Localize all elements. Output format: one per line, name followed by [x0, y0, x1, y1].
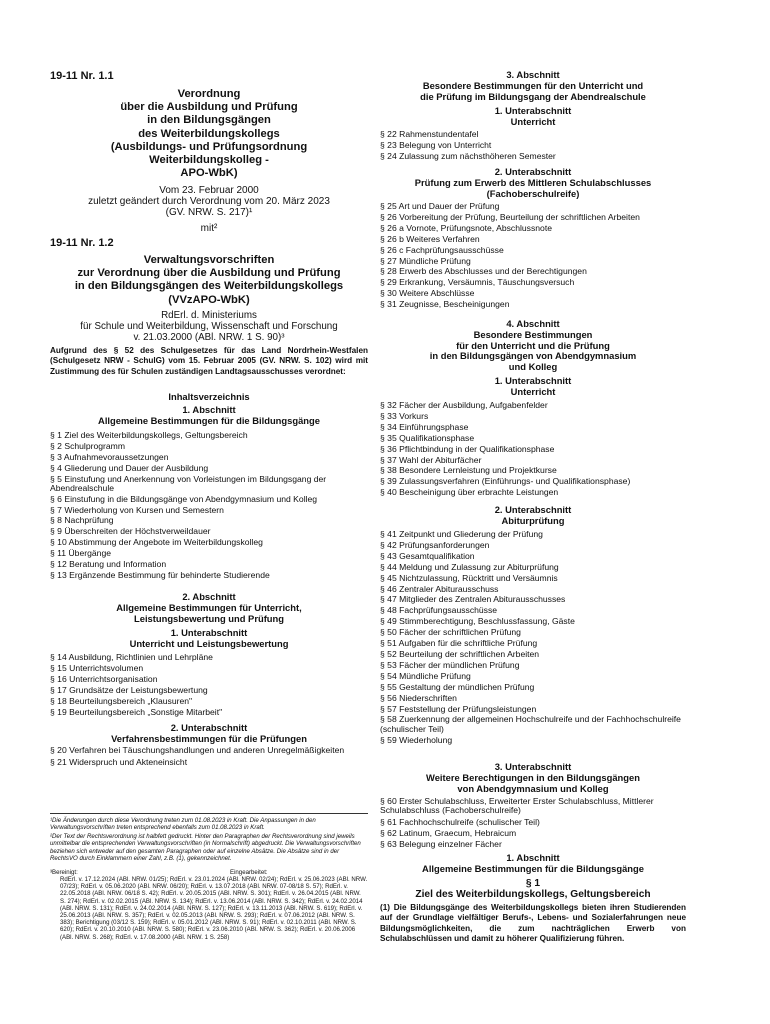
r-subsection-3-heading — [380, 376, 686, 398]
heading-line: Verfahrensbestimmungen für die Prüfungen — [111, 732, 307, 744]
heading-line: in den Bildungsgängen von Abendgymnasium — [429, 350, 637, 362]
paragraph-1-text: (1) Die Bildungsgänge des Weiterbildungskollegs bieten ihren Studierenden auf der Grundlage vielfältiger Berufs-, Lebens- und Sozialerfahrungen neue Bildungsmöglichkeiten, die zum nachträglichen Erwerb von Schulabschlüssen und damit zu höherer Qualifizierung führen. — [380, 903, 686, 944]
doc-number-2: 19-11 Nr. 1.2 — [50, 237, 114, 249]
title-line: des Weiterbildungskollegs — [138, 127, 280, 140]
subsection-2-heading — [50, 723, 368, 745]
heading-line: § 1 — [525, 878, 541, 889]
toc-item[interactable]: § 7 Wiederholung von Kursen und Semestern — [50, 504, 224, 515]
title-line: zur Verordnung über die Ausbildung und Prüfung — [77, 267, 341, 280]
r-subsection-1-heading — [380, 106, 686, 128]
date-line: zuletzt geändert durch Verordnung vom 20. März 2023 — [88, 196, 330, 208]
r-subsection-2-heading — [380, 167, 686, 199]
toc-item[interactable]: § 32 Fächer der Ausbildung, Aufgabenfelder — [380, 400, 548, 410]
toc-item[interactable]: § 23 Belegung von Unterricht — [380, 139, 492, 150]
title-line: Verwaltungsvorschriften — [143, 254, 275, 266]
toc-item[interactable]: § 26 a Vornote, Prüfungsnote, Abschlussnote — [380, 222, 552, 233]
rderl-line: für Schule und Weiterbildung, Wissenschaft und Forschung — [80, 321, 338, 333]
toc-title: Inhaltsverzeichnis — [168, 391, 250, 402]
toc-item[interactable]: § 44 Meldung und Zulassung zur Abiturprüfung — [380, 561, 559, 572]
toc-item[interactable]: § 51 Aufgaben für die schriftliche Prüfung — [380, 638, 538, 649]
date-line: (GV. NRW. S. 217)¹ — [165, 207, 253, 219]
heading-line: die Prüfung im Bildungsgang der Abendrealschule — [420, 90, 646, 102]
footnote-label: Eingearbeitet: — [230, 869, 268, 876]
rderl-block — [50, 310, 368, 344]
section-1-heading — [50, 405, 368, 427]
date-line: Vom 23. Februar 2000 — [159, 185, 259, 196]
toc-item[interactable]: § 58 Zuerkennung der allgemeinen Hochschulreife und der Fachhochschulreife (schulischer Teil) — [380, 714, 681, 734]
section-1b-heading — [380, 853, 686, 875]
toc-item[interactable]: § 60 Erster Schulabschluss, Erweiterter Erster Schulabschluss, Mittlerer Schulabschluss (Fachoberschulreife) — [380, 796, 654, 816]
toc-item[interactable]: § 41 Zeitpunkt und Gliederung der Prüfung — [380, 529, 543, 539]
toc-item[interactable]: § 50 Fächer der schriftlichen Prüfung — [380, 627, 521, 638]
heading-line: von Abendgymnasium und Kolleg — [457, 782, 609, 794]
toc-item[interactable]: § 48 Fachprüfungsausschüsse — [380, 605, 498, 616]
toc-item[interactable]: § 63 Belegung einzelner Fächer — [380, 838, 502, 849]
toc-item[interactable]: § 14 Ausbildung, Richtlinien und Lehrpläne — [50, 652, 213, 662]
toc-item[interactable]: § 46 Zentraler Abiturausschuss — [380, 583, 499, 594]
heading-line: 1. Unterabschnitt — [170, 627, 248, 638]
toc-item[interactable]: § 20 Verfahren bei Täuschungshandlungen und anderen Unregelmäßigkeiten — [50, 745, 345, 755]
title-line: APO-WbK) — [180, 167, 238, 180]
toc-item[interactable]: § 6 Einstufung in die Bildungsgänge von Abendgymnasium und Kolleg — [50, 493, 318, 504]
title-line: Weiterbildungskolleg - — [149, 154, 269, 167]
toc-item[interactable]: § 42 Prüfungsanforderungen — [380, 539, 490, 550]
toc-item[interactable]: § 11 Übergänge — [50, 548, 111, 559]
toc-item[interactable]: § 25 Art und Dauer der Prüfung — [380, 201, 500, 211]
toc-item[interactable]: § 31 Zeugnisse, Bescheinigungen — [380, 299, 510, 310]
toc-item[interactable]: § 47 Mitglieder des Zentralen Abiturausschusses — [380, 594, 566, 605]
heading-line: 1. Unterabschnitt — [494, 375, 572, 386]
title-line: in den Bildungsgängen — [147, 114, 271, 127]
toc-item[interactable]: § 34 Einführungsphase — [380, 421, 469, 432]
toc-item[interactable]: § 36 Pflichtbindung in der Qualifikationsphase — [380, 443, 555, 454]
toc-item[interactable]: § 33 Vorkurs — [380, 410, 429, 421]
footnote-rule — [50, 813, 368, 814]
toc-item[interactable]: § 57 Feststellung der Prüfungsleistungen — [380, 703, 537, 714]
section-3-heading — [380, 70, 686, 102]
subsection-1-heading — [50, 628, 368, 650]
toc-item[interactable]: § 53 Fächer der mündlichen Prüfung — [380, 659, 520, 670]
toc-item[interactable]: § 28 Erwerb des Abschlusses und der Berechtigungen — [380, 266, 587, 277]
toc-item[interactable]: § 40 Bescheinigung über erbrachte Leistungen — [380, 487, 559, 498]
toc-item[interactable]: § 37 Wahl der Abiturfächer — [380, 454, 482, 465]
heading-line: und Kolleg — [508, 361, 558, 373]
heading-line: für den Unterricht und die Prüfung — [456, 339, 610, 351]
toc-item[interactable]: § 56 Niederschriften — [380, 692, 457, 703]
heading-line: Besondere Bestimmungen — [473, 328, 593, 340]
toc-item[interactable]: § 54 Mündliche Prüfung — [380, 670, 471, 681]
heading-line: Allgemeine Bestimmungen für Unterricht, — [116, 601, 302, 613]
heading-line: (Fachoberschulreife) — [486, 187, 580, 199]
doc-number-1: 19-11 Nr. 1.1 — [50, 70, 114, 82]
toc-item[interactable]: § 21 Widerspruch und Akteneinsicht — [50, 757, 188, 768]
toc-list-r2 — [380, 201, 686, 310]
heading-line: 3. Unterabschnitt — [494, 761, 572, 772]
heading-line: 1. Abschnitt — [506, 852, 560, 863]
toc-item[interactable]: § 19 Beurteilungsbereich „Sonstige Mitarbeit" — [50, 706, 223, 717]
heading-line: 4. Abschnitt — [506, 318, 560, 329]
toc-item[interactable]: § 18 Beurteilungsbereich „Klausuren" — [50, 695, 193, 706]
toc-item[interactable]: § 30 Weitere Abschlüsse — [380, 288, 475, 299]
heading-line: 2. Unterabschnitt — [170, 722, 248, 733]
toc-item[interactable]: § 2 Schulprogramm — [50, 440, 125, 451]
toc-list-r5 — [380, 797, 686, 850]
toc-item[interactable]: § 4 Gliederung und Dauer der Ausbildung — [50, 462, 209, 473]
date-block — [50, 185, 368, 219]
heading-line: Weitere Berechtigungen in den Bildungsgängen — [426, 771, 640, 783]
heading-line: Prüfung zum Erwerb des Mittleren Schulabschlusses — [414, 176, 652, 188]
title-line: (VVzAPO-WbK) — [168, 293, 250, 306]
toc-item[interactable]: § 17 Grundsätze der Leistungsbewertung — [50, 684, 208, 695]
toc-item[interactable]: § 1 Ziel des Weiterbildungskollegs, Geltungsbereich — [50, 430, 248, 440]
toc-item[interactable]: § 5 Einstufung und Anerkennung von Vorleistungen im Bildungsgang der Abendrealschule — [50, 473, 327, 493]
title-line: Verordnung — [177, 88, 241, 100]
footnote-3: RdErl. v. 17.12.2024 (ABl. NRW. 01/25); RdErl. v. 23.01.2024 (ABl. NRW. 02/24); RdErl. v. 25.06.2023 (ABl. NRW. 07/23); RdErl. v. 05.06.2020 (ABl. NRW. 06/20); RdErl. v. 13.07.2018 (ABl. NRW. 07-08/18 S. 57); RdErl. v. 22.05.2018 (ABl. NRW. 06/18 S. 42); RdErl. v. 20.05.2015 (ABl. NRW. S. 301); RdErl. v. 26.04.2015 (ABl. NRW. S. 274); RdErl. v. 02.02.2015 (ABl. NRW. S. 134); RdErl. v. 13.06.2014 (ABl. NRW. S. 342); RdErl. v. 24.02.2014 (ABl. NRW. S. 131); RdErl. v. 24.02.2014 (ABl. NRW. S. 127); RdErl. v. 13.11.2013 (ABl. NRW. S. 619); RdErl. v. 25.06.2013 (ABl. NRW. S. 357); RdErl. v. 02.05.2013 (ABl. NRW. S. 293); RdErl. v. 07.06.2012 (ABl. NRW. S. 383); Berichtigung (03/12 S. 159); RdErl. v. 05.01.2012 (ABl. NRW. S. 91); RdErl. v. 02.10.2011 (ABl. NRW. S. 620); RdErl. v. 20.10.2010 (ABl. NRW. S. 580); RdErl. v. 23.06.2010 (ABl. NRW. S. 362); RdErl. v. 20.06.2006 (ABl. NRW. S. 268); RdErl. v. 17.08.2000 (ABl. NRW. 1 S. 258) — [60, 876, 368, 941]
r-subsection-5-heading — [380, 762, 686, 794]
toc-item[interactable]: § 59 Wiederholung — [380, 735, 453, 746]
heading-line: 1. Abschnitt — [182, 404, 236, 415]
heading-line: Allgemeine Bestimmungen für die Bildungsgänge — [98, 414, 320, 426]
heading-line: 1. Unterabschnitt — [494, 105, 572, 116]
toc-item[interactable]: § 52 Beurteilung der schriftlichen Arbeiten — [380, 648, 540, 659]
heading-line: Besondere Bestimmungen für den Unterricht und — [422, 79, 644, 91]
heading-line: Unterricht und Leistungsbewertung — [129, 637, 289, 649]
toc-list-r3 — [380, 400, 686, 498]
toc-item[interactable]: § 39 Zulassungsverfahren (Einführungs- und Qualifikationsphase) — [380, 476, 631, 487]
mit-line: mit² — [200, 223, 218, 234]
toc-item[interactable]: § 38 Besondere Lernleistung und Projektkurse — [380, 465, 557, 476]
section-4-heading — [380, 319, 686, 373]
title-line: (Ausbildungs- und Prüfungsordnung — [110, 140, 308, 153]
toc-item[interactable]: § 16 Unterrichtsorganisation — [50, 673, 158, 684]
toc-list-r1 — [380, 129, 686, 162]
toc-item[interactable]: § 10 Abstimmung der Angebote im Weiterbildungskolleg — [50, 537, 263, 548]
heading-line: Abiturprüfung — [501, 514, 565, 526]
heading-line: Ziel des Weiterbildungskollegs, Geltungsbereich — [415, 889, 651, 901]
rderl-line: v. 21.03.2000 (ABl. NRW. 1 S. 90)³ — [133, 332, 285, 344]
title-line: in den Bildungsgängen des Weiterbildungskollegs — [74, 280, 344, 293]
heading-line: Unterricht — [510, 385, 556, 397]
heading-line: Allgemeine Bestimmungen für die Bildungsgänge — [422, 862, 644, 874]
section-2-heading — [50, 592, 368, 624]
toc-item[interactable]: § 49 Stimmberechtigung, Beschlussfassung, Gäste — [380, 616, 575, 627]
toc-item[interactable]: § 8 Nachprüfung — [50, 515, 114, 526]
heading-line: 2. Abschnitt — [182, 591, 236, 602]
toc-item[interactable]: § 9 Überschreiten der Höchstverweildauer — [50, 526, 211, 537]
toc-item[interactable]: § 35 Qualifikationsphase — [380, 432, 475, 443]
heading-line: 2. Unterabschnitt — [494, 504, 572, 515]
toc-item[interactable]: § 29 Erkrankung, Versäumnis, Täuschungsversuch — [380, 277, 575, 288]
toc-item[interactable]: § 61 Fachhochschulreife (schulischer Teil) — [380, 816, 540, 827]
title-vv — [50, 254, 368, 307]
toc-item[interactable]: § 62 Latinum, Graecum, Hebraicum — [380, 827, 517, 838]
toc-item[interactable]: § 12 Beratung und Information — [50, 559, 167, 570]
toc-list-subsection-2 — [50, 746, 368, 768]
title-line: über die Ausbildung und Prüfung — [120, 101, 298, 114]
toc-item[interactable]: § 24 Zulassung zum nächsthöheren Semester — [380, 150, 556, 161]
footnote-1: ¹Die Änderungen durch diese Verordnung treten zum 01.08.2023 in Kraft. Die Anpassungen in den Verwaltungsvorschriften treten entsprechend ebenfalls zum 01.08.2023 in Kraft. — [50, 817, 316, 832]
heading-line: 3. Abschnitt — [506, 69, 560, 80]
toc-item[interactable]: § 55 Gestaltung der mündlichen Prüfung — [380, 681, 535, 692]
toc-item[interactable]: § 26 Vorbereitung der Prüfung, Beurteilung der schriftlichen Arbeiten — [380, 211, 640, 222]
toc-item[interactable]: § 26 b Weiteres Verfahren — [380, 233, 480, 244]
rderl-line: RdErl. d. Ministeriums — [161, 310, 257, 321]
r-subsection-4-heading — [380, 505, 686, 527]
paragraph-1-heading — [380, 878, 686, 901]
toc-item[interactable]: § 43 Gesamtqualifikation — [380, 550, 475, 561]
footnote-label: ³Bereinigt: — [50, 869, 78, 876]
title-apo — [50, 88, 368, 180]
toc-item[interactable]: § 15 Unterrichtsvolumen — [50, 662, 144, 673]
toc-item[interactable]: § 22 Rahmenstundentafel — [380, 129, 479, 139]
toc-item[interactable]: § 13 Ergänzende Bestimmung für behinderte Studierende — [50, 569, 270, 580]
toc-item[interactable]: § 3 Aufnahmevoraussetzungen — [50, 451, 169, 462]
toc-item[interactable]: § 26 c Fachprüfungsausschüsse — [380, 244, 504, 255]
toc-list-section-1 — [50, 430, 368, 581]
heading-line: Unterricht — [510, 115, 556, 127]
toc-item[interactable]: § 27 Mündliche Prüfung — [380, 255, 471, 266]
toc-list-r4 — [380, 529, 686, 746]
heading-line: 2. Unterabschnitt — [494, 166, 572, 177]
toc-list-subsection-1 — [50, 652, 368, 717]
footnote-2: ²Der Text der Rechtsverordnung ist halbfett gedruckt. Hinter den Paragraphen der Rechtsverordnung sind jeweils unmittelbar die entsprechenden Verwaltungsvorschriften (in Normalschrift) abgedruckt. Die Verwaltungsvorschriften beziehen sich entweder auf den gesamten Paragraphen oder auf einzelne Absätze. Die Absätze sind in der RechtsVO durch Einklammern einer Zahl, z.B. (1), gekennzeichnet. — [50, 833, 361, 863]
intro-paragraph: Aufgrund des § 52 des Schulgesetzes für das Land Nordrhein-Westfalen (Schulgesetz NRW - SchulG) vom 15. Februar 2005 (GV. NRW. S. 102) wird mit Zustimmung des für Schulen zuständigen Landtagsausschusses verordnet: — [50, 346, 368, 376]
heading-line: Leistungsbewertung und Prüfung — [134, 612, 284, 624]
toc-item[interactable]: § 45 Nichtzulassung, Rücktritt und Versäumnis — [380, 572, 558, 583]
